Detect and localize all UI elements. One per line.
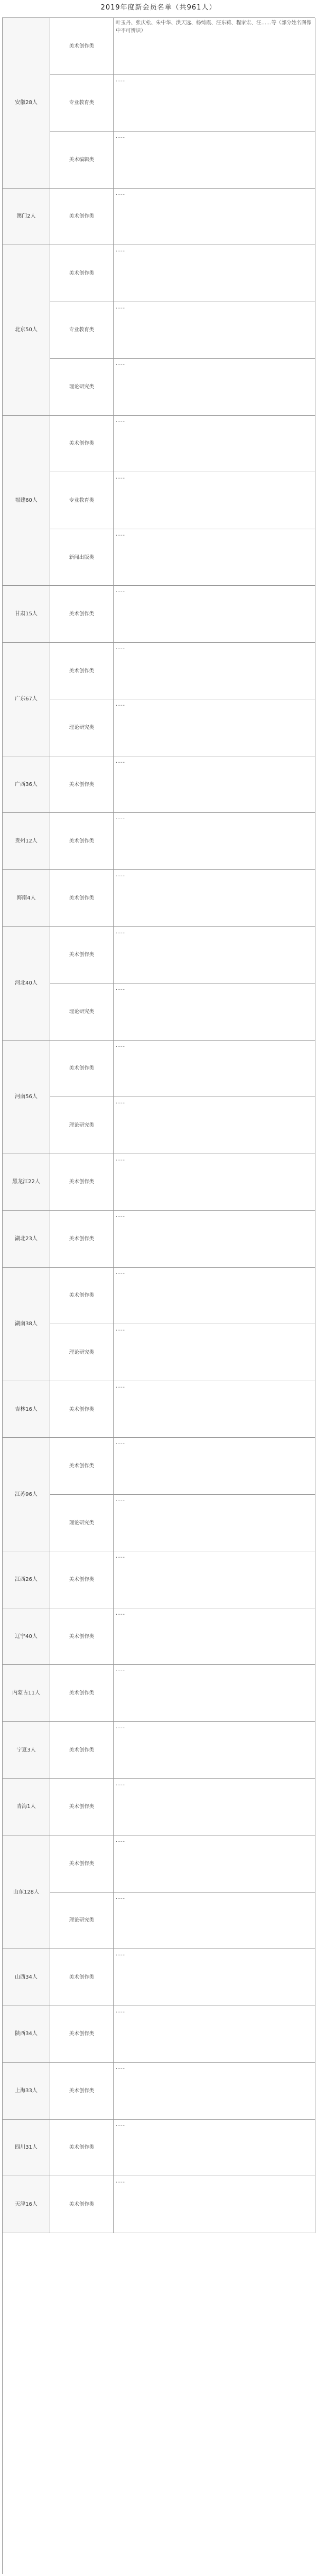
region-cell: 海南4人 xyxy=(3,870,50,927)
region-cell: 广西36人 xyxy=(3,756,50,813)
member-names-cell: …… xyxy=(114,2120,315,2177)
region-cell: 安徽28人 xyxy=(3,18,50,189)
member-names-cell: …… xyxy=(114,927,315,984)
category-cell: 理论研究类 xyxy=(50,1097,114,1154)
category-cell: 美术创作类 xyxy=(50,643,114,700)
category-cell: 美术创作类 xyxy=(50,1041,114,1098)
member-names-cell: …… xyxy=(114,245,315,302)
member-names-cell: …… xyxy=(114,2006,315,2063)
category-cell: 美术创作类 xyxy=(50,189,114,246)
region-cell: 山东128人 xyxy=(3,1835,50,1949)
member-names-cell: …… xyxy=(114,302,315,359)
category-cell: 美术创作类 xyxy=(50,927,114,984)
category-cell: 美术创作类 xyxy=(50,245,114,302)
category-cell: 美术创作类 xyxy=(50,2006,114,2063)
category-cell: 美术创作类 xyxy=(50,813,114,870)
member-names-cell: …… xyxy=(114,1779,315,1836)
member-names-cell: …… xyxy=(114,1722,315,1779)
category-cell: 美术创作类 xyxy=(50,1381,114,1438)
category-cell: 新闻出版类 xyxy=(50,529,114,586)
member-names-cell: …… xyxy=(114,756,315,813)
category-cell: 美术创作类 xyxy=(50,1268,114,1325)
category-cell: 美术创作类 xyxy=(50,1722,114,1779)
region-cell: 澳门2人 xyxy=(3,189,50,246)
member-names-cell: …… xyxy=(114,1438,315,1495)
category-cell: 美术创作类 xyxy=(50,1438,114,1495)
member-names-cell: …… xyxy=(114,870,315,927)
member-names-cell: …… xyxy=(114,699,315,756)
category-cell: 美术创作类 xyxy=(50,2176,114,2233)
member-roster-table xyxy=(2,17,315,2574)
member-names-cell: …… xyxy=(114,1665,315,1722)
region-cell: 山西34人 xyxy=(3,1949,50,2006)
member-names-cell: …… xyxy=(114,132,315,189)
member-names-cell: …… xyxy=(114,75,315,132)
member-names-cell: …… xyxy=(114,189,315,246)
category-cell: 美术创作类 xyxy=(50,2120,114,2177)
region-cell: 湖北23人 xyxy=(3,1211,50,1268)
category-cell: 美术创作类 xyxy=(50,870,114,927)
region-cell: 福建60人 xyxy=(3,416,50,586)
category-cell: 美术创作类 xyxy=(50,1608,114,1665)
member-names-cell: …… xyxy=(114,983,315,1041)
region-cell: 贵州12人 xyxy=(3,813,50,870)
region-cell: 湖南38人 xyxy=(3,1268,50,1381)
category-cell: 理论研究类 xyxy=(50,1495,114,1552)
member-names-cell: …… xyxy=(114,1893,315,1950)
member-names-cell: …… xyxy=(114,1268,315,1325)
member-names-cell: …… xyxy=(114,359,315,416)
category-cell: 理论研究类 xyxy=(50,1324,114,1381)
region-cell: 辽宁40人 xyxy=(3,1608,50,1665)
category-cell: 美术创作类 xyxy=(50,18,114,75)
region-cell: 上海33人 xyxy=(3,2063,50,2120)
category-cell: 美术编辑类 xyxy=(50,132,114,189)
category-cell: 美术创作类 xyxy=(50,1211,114,1268)
category-cell: 理论研究类 xyxy=(50,983,114,1041)
member-names-cell: …… xyxy=(114,416,315,473)
region-cell: 江苏96人 xyxy=(3,1438,50,1551)
member-names-cell: …… xyxy=(114,2063,315,2120)
member-names-cell: …… xyxy=(114,1211,315,1268)
category-cell: 美术创作类 xyxy=(50,1779,114,1836)
member-names-cell: …… xyxy=(114,1324,315,1381)
member-names-cell: …… xyxy=(114,1381,315,1438)
member-names-cell: …… xyxy=(114,1154,315,1211)
member-names-cell: 叶玉丹、张庆松、朱中华、洪天远、杨绮霞、汪东莉、程家宏、汪……等（部分姓名图像中不可辨识） xyxy=(114,18,315,75)
region-cell: 青海1人 xyxy=(3,1779,50,1836)
member-names-cell: …… xyxy=(114,1495,315,1552)
category-cell: 美术创作类 xyxy=(50,1154,114,1211)
category-cell: 美术创作类 xyxy=(50,1949,114,2006)
category-cell: 美术创作类 xyxy=(50,586,114,643)
member-names-cell: …… xyxy=(114,643,315,700)
page-title: 2019年度新会员名单（共961人） xyxy=(100,4,217,12)
category-cell: 美术创作类 xyxy=(50,416,114,473)
member-names-cell: …… xyxy=(114,1097,315,1154)
region-cell: 四川31人 xyxy=(3,2120,50,2177)
member-names-cell: …… xyxy=(114,529,315,586)
member-names-cell: …… xyxy=(114,586,315,643)
region-cell: 宁夏3人 xyxy=(3,1722,50,1779)
region-cell: 广东67人 xyxy=(3,643,50,756)
region-cell: 江西26人 xyxy=(3,1551,50,1608)
member-names-cell: …… xyxy=(114,1041,315,1098)
category-cell: 理论研究类 xyxy=(50,359,114,416)
category-cell: 美术创作类 xyxy=(50,2063,114,2120)
category-cell: 美术创作类 xyxy=(50,1551,114,1608)
region-cell: 内蒙古11人 xyxy=(3,1665,50,1722)
member-names-cell: …… xyxy=(114,1835,315,1893)
region-cell: 河北40人 xyxy=(3,927,50,1041)
category-cell: 美术创作类 xyxy=(50,1835,114,1893)
member-names-cell: …… xyxy=(114,1608,315,1665)
category-cell: 理论研究类 xyxy=(50,699,114,756)
category-cell: 美术创作类 xyxy=(50,1665,114,1722)
region-cell: 天津16人 xyxy=(3,2176,50,2233)
member-names-cell: …… xyxy=(114,2176,315,2233)
member-names-cell: …… xyxy=(114,472,315,529)
region-cell: 北京50人 xyxy=(3,245,50,416)
member-names-cell: …… xyxy=(114,813,315,870)
region-cell: 吉林16人 xyxy=(3,1381,50,1438)
region-cell: 陕西34人 xyxy=(3,2006,50,2063)
member-names-cell: …… xyxy=(114,1551,315,1608)
member-names-cell: …… xyxy=(114,1949,315,2006)
region-cell: 甘肃15人 xyxy=(3,586,50,643)
category-cell: 专业教育类 xyxy=(50,472,114,529)
region-cell: 黑龙江22人 xyxy=(3,1154,50,1211)
category-cell: 专业教育类 xyxy=(50,302,114,359)
category-cell: 专业教育类 xyxy=(50,75,114,132)
region-cell: 河南56人 xyxy=(3,1041,50,1154)
category-cell: 理论研究类 xyxy=(50,1893,114,1950)
category-cell: 美术创作类 xyxy=(50,756,114,813)
